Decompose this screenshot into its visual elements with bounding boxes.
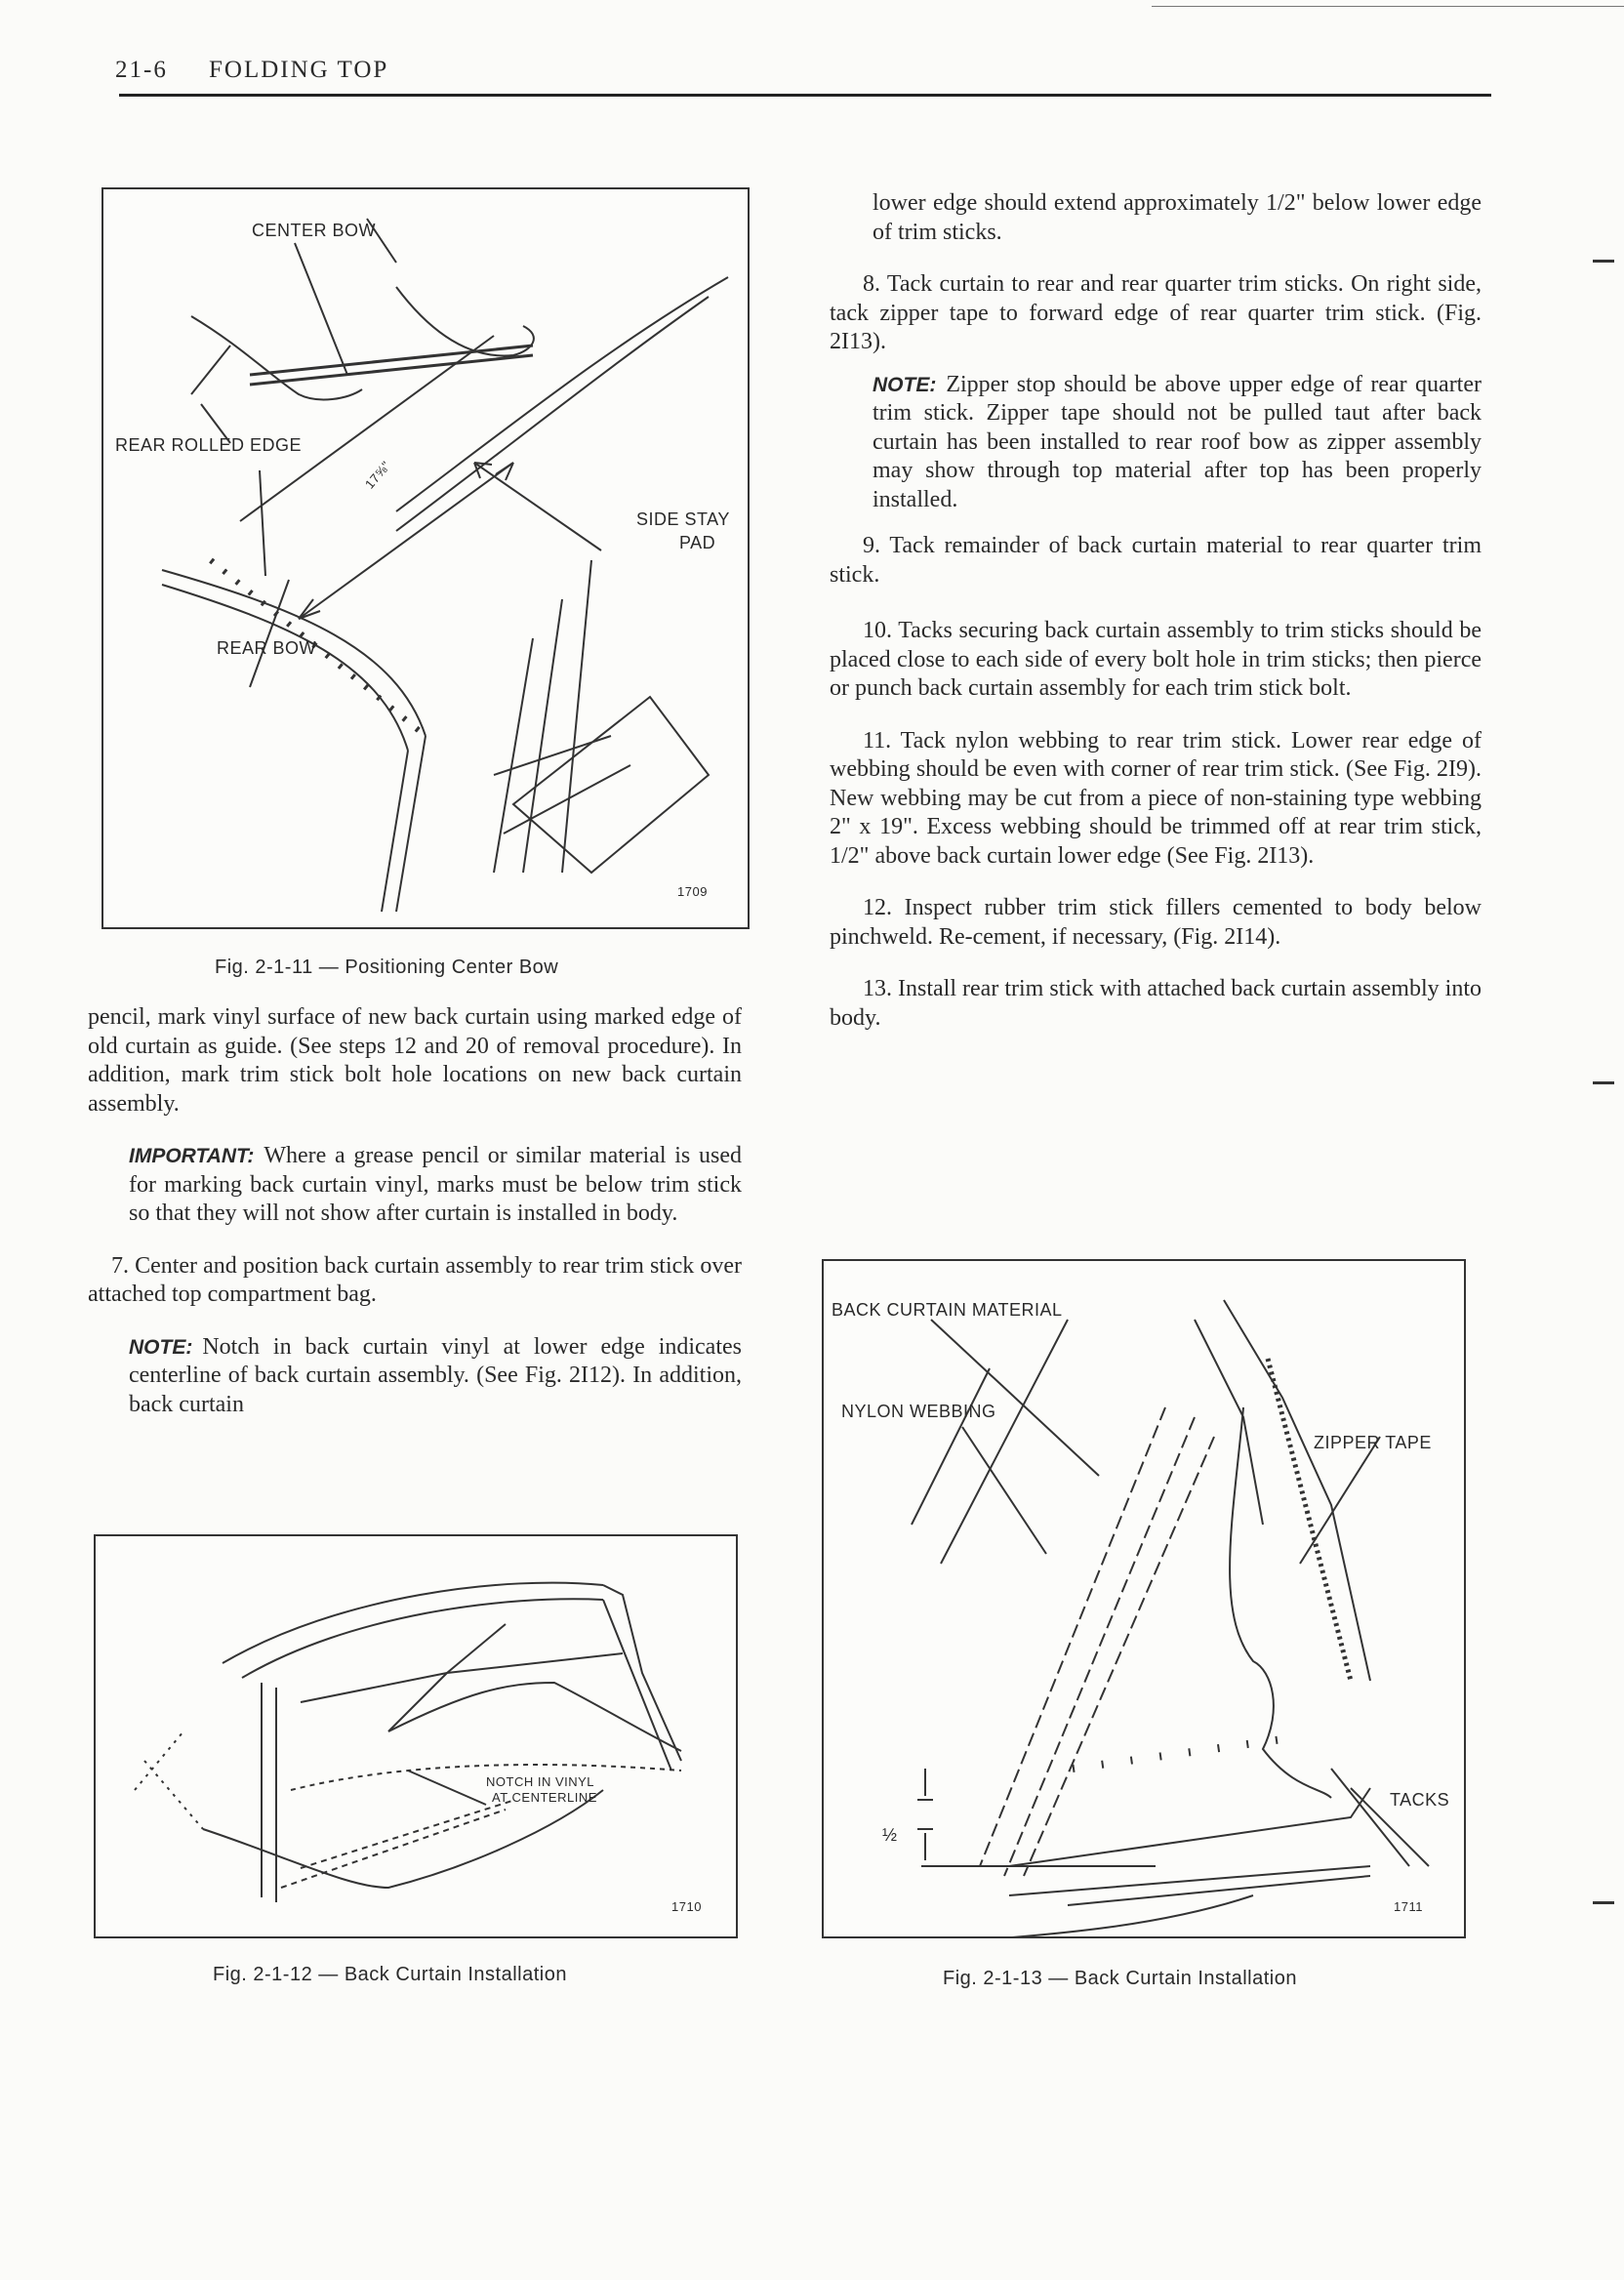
figure-number-1709: 1709	[677, 884, 708, 899]
margin-mark	[1593, 1081, 1614, 1084]
paragraph-pencil: pencil, mark vinyl surface of new back curtain using marked edge of old curtain as guide. (See steps 12 and 20 of removal procedure). In addition, mark trim stick bolt hole locations on new back curtain assembly.	[88, 1004, 742, 1117]
important-lead: IMPORTANT:	[129, 1145, 255, 1167]
note-lead: NOTE:	[129, 1335, 193, 1359]
page-number: 21-6	[115, 57, 168, 83]
figure-back-curtain-installation-1	[94, 1534, 738, 1938]
figure-number-1711: 1711	[1394, 1899, 1423, 1914]
label-half-inch: ½	[882, 1825, 898, 1845]
back-curtain-frame-illustration	[96, 1536, 736, 1936]
back-curtain-detail-illustration	[824, 1261, 1464, 1936]
caption-fig-2-1-12: Fig. 2-1-12 — Back Curtain Installation	[213, 1964, 567, 1985]
note-notch	[88, 1333, 742, 1420]
caption-fig-2-1-11: Fig. 2-1-11 — Positioning Center Bow	[215, 957, 559, 978]
label-nylon-webbing: NYLON WEBBING	[841, 1402, 996, 1421]
step-8: 8. Tack curtain to rear and rear quarter trim sticks. On right side, tack zipper tape to forward edge of rear quarter trim stick. (Fig. 2I13).	[830, 271, 1482, 354]
step-9: 9. Tack remainder of back curtain material to rear quarter trim stick.	[830, 533, 1482, 588]
label-back-curtain-material: BACK CURTAIN MATERIAL	[832, 1300, 1063, 1320]
margin-mark	[1593, 1901, 1614, 1904]
label-notch-in-vinyl: NOTCH IN VINYL	[486, 1774, 595, 1789]
note-text: Notch in back curtain vinyl at lower edge indicates centerline of back curtain assembly. (See Fig. 2I12). In addition, back curtain	[129, 1333, 742, 1417]
label-rear-rolled-edge: REAR ROLLED EDGE	[115, 435, 303, 455]
label-pad: PAD	[679, 533, 716, 552]
left-column	[88, 1003, 742, 1419]
important-text: Where a grease pencil or similar material is used for marking back curtain vinyl, marks must be below trim stick so that they will not show after curtain is installed in body.	[129, 1143, 742, 1226]
figure-positioning-center-bow	[102, 187, 750, 929]
header-rule	[119, 94, 1491, 97]
section-title: FOLDING TOP	[209, 57, 389, 83]
margin-mark	[1593, 260, 1614, 263]
label-zipper-tape: ZIPPER TAPE	[1314, 1433, 1432, 1452]
paragraph-continuation: lower edge should extend approximately 1/2" below lower edge of trim sticks.	[873, 190, 1482, 245]
figure-back-curtain-installation-2	[822, 1259, 1466, 1938]
label-side-stay: SIDE STAY	[636, 509, 730, 529]
step-11: 11. Tack nylon webbing to rear trim stick. Lower rear edge of webbing should be even with corner of rear trim stick. (See Fig. 2I9). New webbing may be cut from a piece of non-staining type webbing 2" x 19". Excess webbing should be trimmed off at rear trim stick, 1/2" above back curtain lower edge (See Fig. 2I13).	[830, 727, 1482, 869]
label-center-bow: CENTER BOW	[252, 221, 377, 240]
label-dimension: 17⅝"	[361, 458, 393, 492]
label-rear-bow: REAR BOW	[217, 638, 317, 658]
note2-text: Zipper stop should be above upper edge of rear quarter trim stick. Zipper tape should not be pulled taut after back curtain has been installed to rear roof bow as zipper assembly may show through top material after top has been properly installed.	[873, 371, 1482, 512]
label-at-centerline: AT CENTERLINE	[492, 1790, 597, 1805]
center-bow-illustration	[103, 189, 748, 927]
caption-fig-2-1-13: Fig. 2-1-13 — Back Curtain Installation	[943, 1968, 1297, 1989]
important-note	[88, 1142, 742, 1229]
step-12: 12. Inspect rubber trim stick fillers cemented to body below pinchweld. Re-cement, if necessary, (Fig. 2I14).	[830, 895, 1482, 950]
step-10: 10. Tacks securing back curtain assembly to trim sticks should be placed close to each side of every bolt hole in trim sticks; then pierce or punch back curtain assembly for each trim stick bolt.	[830, 618, 1482, 701]
label-tacks: TACKS	[1390, 1790, 1450, 1810]
step-7: 7. Center and position back curtain assembly to rear trim stick over attached top compartment bag.	[88, 1252, 742, 1307]
note-zipper-stop	[830, 371, 1482, 515]
figure-number-1710: 1710	[671, 1899, 702, 1914]
right-column	[830, 189, 1482, 1033]
top-edge-line	[1152, 6, 1624, 7]
note2-lead: NOTE:	[873, 373, 937, 396]
step-13: 13. Install rear trim stick with attached back curtain assembly into body.	[830, 976, 1482, 1031]
